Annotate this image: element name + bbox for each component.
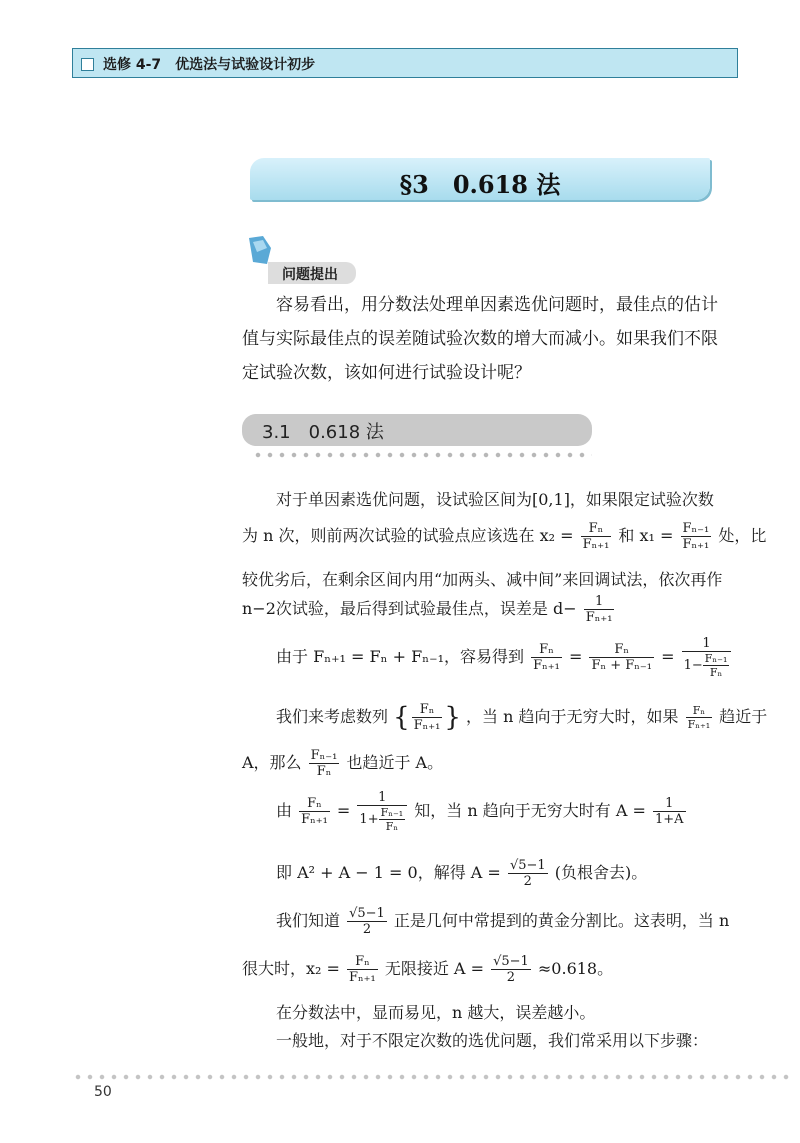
page-header (72, 48, 738, 78)
body-line: 我们来考虑数列 { $\frac{\text{Fₙ}}{\text{Fₙ₊₁}}$ } ，当 n 趋向于无穷大时，如果 $\frac{\text{Fₙ}}{\text{Fₙ₊₁}}$ 趋近于 (276, 702, 768, 733)
fraction: $\frac{\text{Fₙ}}{\text{Fₙ₊₁}}$ (301, 796, 328, 827)
body-line: 一般地，对于不限定次数的选优问题，我们常采用以下步骤： (276, 1031, 709, 1050)
body-line: A，那么 $\frac{\text{Fₙ₋₁}}{\text{Fₙ}}$ 也趋近于 A。 (242, 748, 444, 779)
fraction: 1 1+ $\frac{\text{Fₙ₋₁}}{\text{Fₙ}}$ (357, 790, 407, 833)
fraction: $\frac{\text{Fₙ₋₁}}{\text{Fₙ₊₁}}$ (682, 521, 710, 552)
fraction: $\frac{√5-1}{2}$ (493, 954, 529, 985)
fraction: $\frac{\text{Fₙ}}{\text{Fₙ₊₁}}$ (533, 642, 560, 673)
footer-dotted-divider (72, 1074, 792, 1080)
header-title: 选修 4-7 优选法与试验设计初步 (103, 57, 316, 73)
subsection-banner (242, 414, 592, 446)
fraction: $\frac{\text{Fₙ}}{\text{Fₙ₊₁}}$ (349, 954, 376, 985)
body-line: 在分数法中，显而易见，n 越大，误差越小。 (276, 1003, 596, 1022)
question-badge (268, 262, 356, 284)
body-line: 为 n 次，则前两次试验的试验点应该选在 x₂ = $\frac{\text{Fₙ}}{\text{Fₙ₊₁}}$ 和 x₁ = $\frac{\text{Fₙ₋₁}}{\text{Fₙ₊₁}}$ 处，比 (242, 521, 767, 552)
question-text: 容易看出，用分数法处理单因素选优问题时，最佳点的估计值与实际最佳点的误差随试验次数的增大而减小。如果我们不限定试验次数，该如何进行试验设计呢？ (242, 295, 718, 383)
question-badge-label: 问题提出 (282, 267, 338, 283)
fraction: $\frac{√5-1}{2}$ (349, 906, 385, 937)
fraction: $\frac{\text{Fₙ}}{\text{Fₙ₊₁}}$ (413, 702, 441, 733)
body-line: 对于单因素选优问题，设试验区间为[0,1]，如果限定试验次数 (276, 490, 714, 509)
dotted-divider (252, 452, 592, 458)
fraction: $\frac{√5-1}{2}$ (509, 858, 546, 889)
body-line: 由 $\frac{\text{Fₙ}}{\text{Fₙ₊₁}}$ = 1 1+ $\frac{\text{Fₙ₋₁}}{\text{Fₙ}}$ 知，当 n 趋向于无穷大时有 A = $\frac{1}{1+A}$ (276, 790, 684, 833)
section-title: §3 0.618 法 (399, 170, 561, 199)
section-title-banner (250, 158, 710, 200)
page-number: 50 (94, 1084, 112, 1100)
body-line: 由于 Fₙ₊₁ = Fₙ + Fₙ₋₁，容易得到 $\frac{\text{Fₙ}}{\text{Fₙ₊₁}}$ = $\frac{\text{Fₙ}}{\text{Fₙ + Fₙ₋₁}}$ = 1 1− $\frac{\text{Fₙ₋₁}}{\text{Fₙ}}$ (276, 636, 733, 679)
body-line: 较优劣后，在剩余区间内用“加两头、减中间”来回调试法，依次再作 (242, 570, 723, 589)
fraction: $\frac{1}{1+A}$ (655, 796, 684, 827)
fraction: $\frac{1}{\text{Fₙ₊₁}}$ (585, 594, 613, 625)
body-line: 很大时，x₂ = $\frac{\text{Fₙ}}{\text{Fₙ₊₁}}$ 无限接近 A = $\frac{√5-1}{2}$ ≈0.618。 (242, 954, 614, 985)
fraction: $\frac{\text{Fₙ}}{\text{Fₙ + Fₙ₋₁}}$ (591, 642, 652, 673)
fraction: 1 1− $\frac{\text{Fₙ₋₁}}{\text{Fₙ}}$ (682, 636, 732, 679)
fraction: $\frac{\text{Fₙ}}{\text{Fₙ₊₁}}$ (582, 521, 610, 552)
body-line: 我们知道 $\frac{√5-1}{2}$ 正是几何中常提到的黄金分割比。这表明，当 n (276, 906, 730, 937)
fraction: $\frac{\text{Fₙ₋₁}}{\text{Fₙ}}$ (310, 748, 338, 779)
header-square-icon (81, 58, 94, 71)
body-line: 即 A² + A − 1 = 0，解得 A = $\frac{√5-1}{2}$ (负根舍去)。 (276, 858, 648, 889)
fraction: $\frac{\text{Fₙ}}{\text{Fₙ₊₁}}$ (687, 704, 711, 731)
body-line: n−2次试验，最后得到试验最佳点，误差是 d− $\frac{1}{\text{Fₙ₊₁}}$ (242, 594, 613, 625)
subsection-title: 3.1 0.618 法 (262, 422, 384, 443)
